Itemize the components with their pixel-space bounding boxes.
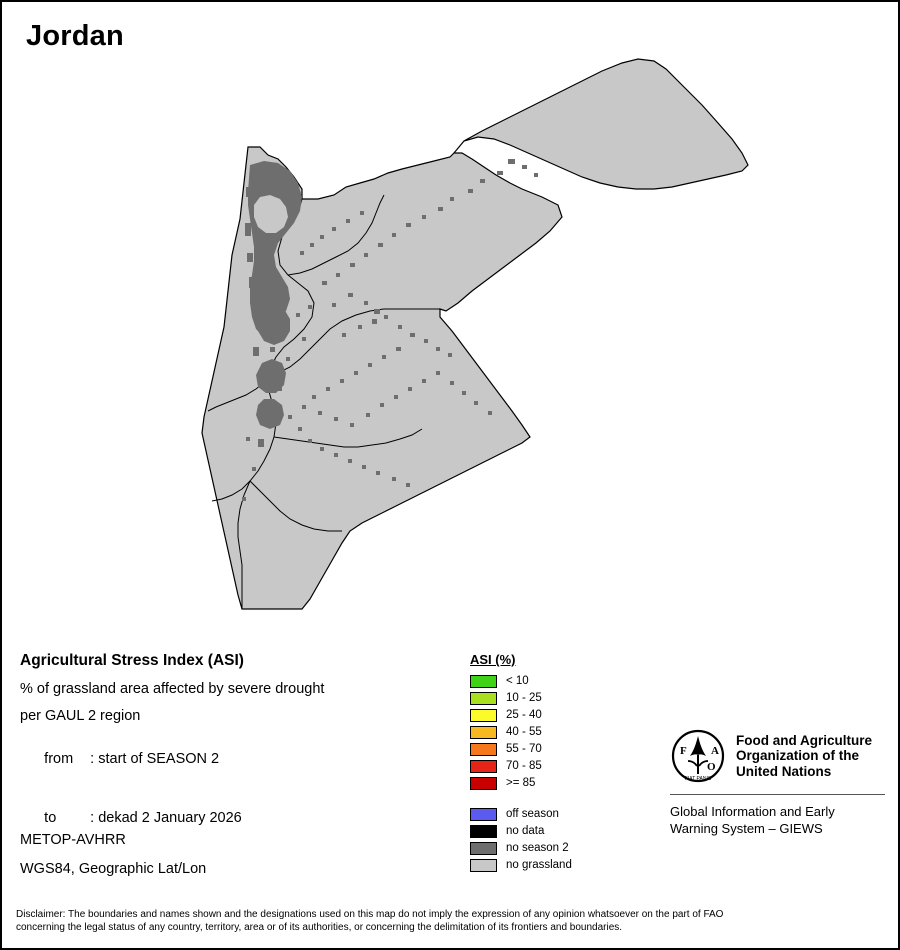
region-northeast-panhandle xyxy=(454,59,748,189)
asi-legend xyxy=(470,652,650,874)
country-polygons xyxy=(202,59,748,609)
period-to-value: : dekad 2 January 2026 xyxy=(90,810,242,826)
disclaimer-line-1: Disclaimer: The boundaries and names shown and the designations used on this map do not imply the expression of any opinion whatsoever on the part of FAO xyxy=(16,909,724,920)
legend-item-70-85 xyxy=(470,758,650,775)
legend-label-10-25: 10 - 25 xyxy=(506,692,542,704)
fao-emblem-icon xyxy=(670,728,726,784)
disclaimer xyxy=(16,908,878,934)
period-from-value: : start of SEASON 2 xyxy=(90,751,220,767)
fao-name-line-1: Food and Agriculture xyxy=(736,732,872,748)
disclaimer-line-2: concerning the legal status of any country, territory, area or of its authorities, or concerning the delimitation of its frontiers and boundaries. xyxy=(16,922,623,933)
legend-item-10-25 xyxy=(470,690,650,707)
fao-organization-name xyxy=(736,733,872,780)
legend-swatch-off-season xyxy=(470,808,497,821)
legend-label-lt10: < 10 xyxy=(506,675,529,687)
legend-swatch-no-grassland xyxy=(470,859,497,872)
period-from-label: from xyxy=(44,751,74,767)
giews-name xyxy=(670,803,885,837)
svg-text:F: F xyxy=(680,745,687,757)
fao-logo-row xyxy=(670,728,885,784)
svg-text:A: A xyxy=(711,745,719,757)
legend-item-gte85 xyxy=(470,775,650,792)
sensor-block xyxy=(20,832,450,890)
legend-item-25-40 xyxy=(470,707,650,724)
legend-label-25-40: 25 - 40 xyxy=(506,709,542,721)
legend-label-no-data: no data xyxy=(506,825,545,837)
legend-swatch-40-55 xyxy=(470,726,497,739)
legend-label-40-55: 40 - 55 xyxy=(506,726,542,738)
page-title: Jordan xyxy=(26,20,124,52)
legend-label-off-season: off season xyxy=(506,808,559,820)
fao-divider xyxy=(670,794,885,795)
legend-swatch-25-40 xyxy=(470,709,497,722)
legend-label-55-70: 55 - 70 xyxy=(506,743,542,755)
legend-swatch-no-season-2 xyxy=(470,842,497,855)
legend-swatch-55-70 xyxy=(470,743,497,756)
legend-title: ASI (%) xyxy=(470,652,516,667)
description-line-2: per GAUL 2 region xyxy=(20,708,141,724)
fao-block xyxy=(670,728,885,837)
legend-item-off-season xyxy=(470,806,650,823)
giews-line-1: Global Information and Early xyxy=(670,804,835,819)
period-from-row xyxy=(20,735,450,783)
period-to-label: to xyxy=(44,810,57,826)
legend-item-no-grassland xyxy=(470,857,650,874)
giews-line-2: Warning System – GIEWS xyxy=(670,821,823,836)
legend-item-no-data xyxy=(470,823,650,840)
legend-item-55-70 xyxy=(470,741,650,758)
legend-swatch-gte85 xyxy=(470,777,497,790)
fao-name-line-3: United Nations xyxy=(736,763,832,779)
legend-label-no-grassland: no grassland xyxy=(506,859,572,871)
map-canvas[interactable] xyxy=(2,47,898,647)
projection-note: WGS84, Geographic Lat/Lon xyxy=(20,861,207,877)
legend-swatch-lt10 xyxy=(470,675,497,688)
description-title: Agricultural Stress Index (ASI) xyxy=(20,652,244,669)
legend-item-no-season-2 xyxy=(470,840,650,857)
description-block xyxy=(20,652,450,853)
legend-swatch-70-85 xyxy=(470,760,497,773)
legend-item-40-55 xyxy=(470,724,650,741)
legend-label-no-season-2: no season 2 xyxy=(506,842,569,854)
fao-name-line-2: Organization of the xyxy=(736,748,859,764)
svg-text:O: O xyxy=(707,761,716,773)
legend-label-70-85: 70 - 85 xyxy=(506,760,542,772)
sensor-name: METOP-AVHRR xyxy=(20,832,126,848)
legend-spacer xyxy=(470,792,650,806)
svg-text:FIAT PANIS: FIAT PANIS xyxy=(684,776,712,782)
legend-label-gte85: >= 85 xyxy=(506,777,536,789)
legend-item-lt10 xyxy=(470,673,650,690)
description-line-1: % of grassland area affected by severe drought xyxy=(20,681,325,697)
legend-swatch-no-data xyxy=(470,825,497,838)
legend-swatch-10-25 xyxy=(470,692,497,705)
